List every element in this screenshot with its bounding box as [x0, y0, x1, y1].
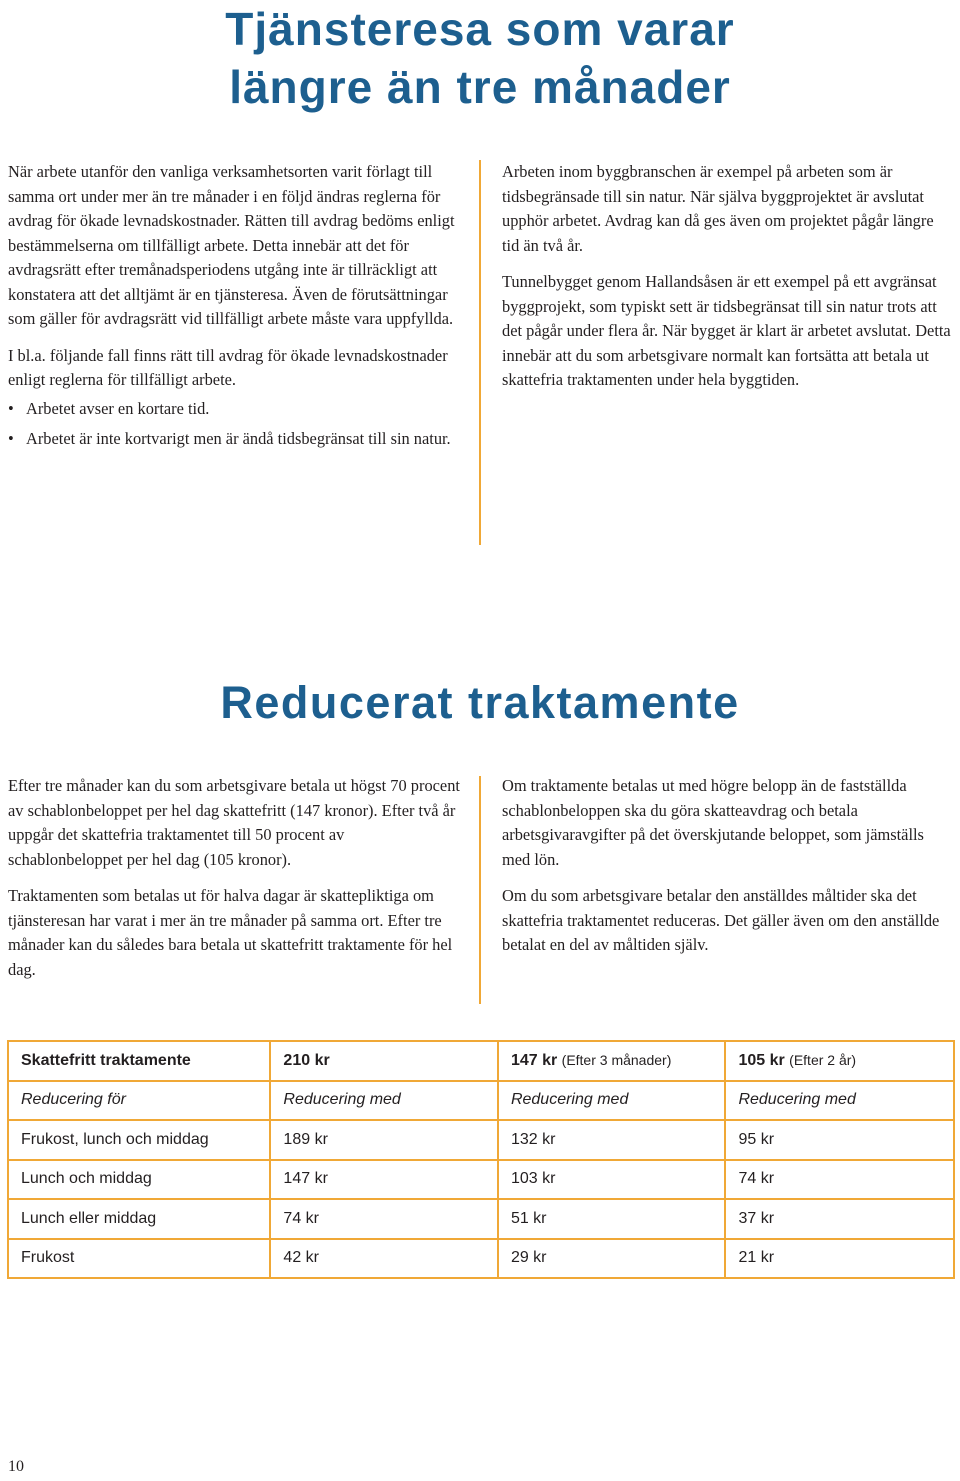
amount-note: (Efter 3 månader) [561, 1051, 672, 1068]
table-cell: Lunch och middag [8, 1160, 270, 1200]
amount-note: (Efter 2 år) [789, 1051, 857, 1068]
table-subheader-cell: Reducering med [725, 1081, 954, 1121]
list-item-text: Arbetet är inte kortvarigt men är ändå tidsbegränsat till sin natur. [26, 429, 451, 448]
paragraph: Tunnelbygget genom Hallandsåsen är ett exempel på ett avgränsat byggprojekt, som typiskt sett är tidsbegränsat till sin natur trots att det pågår under flera år. När bygget är klart är arbetet avslutat. Detta innebär att du som arbetsgivare normalt kan fortsätta att betala ut skattefria traktamenten under hela byggtiden. [502, 272, 951, 389]
table-cell: 95 kr [725, 1120, 954, 1160]
list-item [8, 397, 463, 422]
table-cell: 74 kr [725, 1160, 954, 1200]
table-cell: 42 kr [270, 1239, 498, 1279]
table-row [8, 1120, 954, 1160]
traktamente-table [7, 1040, 955, 1279]
table-cell: 51 kr [498, 1199, 726, 1239]
table-header-cell [498, 1041, 726, 1081]
table-cell: 103 kr [498, 1160, 726, 1200]
table-subheader-cell: Reducering för [8, 1081, 270, 1121]
section-title-tjansteresa [0, 0, 960, 116]
bullet-icon: • [8, 398, 14, 418]
paragraph: Efter tre månader kan du som arbetsgivare betala ut högst 70 procent av schablonbeloppet per hel dag skattefritt (147 kronor). Efter två år uppgår det skattefria traktamentet till 50 procent av schablonbeloppet per hel dag (105 kronor). [8, 776, 460, 869]
list-item-text: Arbetet avser en kortare tid. [26, 398, 210, 418]
column-divider [479, 776, 481, 1004]
table-subheader-cell: Reducering med [498, 1081, 726, 1121]
left-column-section2 [8, 774, 463, 994]
section-title-line1: Tjänsteresa som varar [225, 3, 735, 55]
table-cell: Frukost [8, 1239, 270, 1279]
table-cell: 29 kr [498, 1239, 726, 1279]
bullet-icon: • [8, 429, 14, 448]
section-title-line2: längre än tre månader [229, 61, 731, 113]
paragraph: Traktamenten som betalas ut för halva dagar är skattepliktiga om tjänsteresan har varat i mer än tre månader på samma ort. Efter tre månader kan du således bara betala ut skattefritt traktamente för hel dag. [8, 886, 453, 979]
table-header-row [8, 1041, 954, 1081]
left-column-section1 [8, 160, 463, 458]
right-column-section2 [502, 774, 954, 970]
column-divider [479, 160, 481, 545]
table-cell: 147 kr [270, 1160, 498, 1200]
table-header-cell: 210 kr [270, 1041, 498, 1081]
list-item [8, 427, 463, 452]
table-cell: 189 kr [270, 1120, 498, 1160]
table-row [8, 1239, 954, 1279]
amount-value: 105 kr [738, 1051, 785, 1069]
table-cell: 74 kr [270, 1199, 498, 1239]
table-cell: Lunch eller middag [8, 1199, 270, 1239]
table-cell: 21 kr [725, 1239, 954, 1279]
page-number: 10 [8, 1458, 24, 1475]
section-title-reducerat: Reducerat traktamente [220, 677, 740, 728]
table-cell: 37 kr [725, 1199, 954, 1239]
table-cell: Frukost, lunch och middag [8, 1120, 270, 1160]
table-row [8, 1199, 954, 1239]
paragraph: Arbeten inom byggbranschen är exempel på arbeten som är tidsbegränsade till sin natur. När själva byggprojektet är avslutat upphör arbetet. Avdrag kan då ges även om projektet pågår längre tid än två år. [502, 162, 934, 255]
table-header-cell: Skattefritt traktamente [8, 1041, 270, 1081]
bullet-list [8, 397, 463, 452]
table-subheader-row [8, 1081, 954, 1121]
paragraph: I bl.a. följande fall finns rätt till avdrag för ökade levnadskostnader enligt reglerna för tillfälligt arbete. [8, 345, 448, 389]
table-row [8, 1160, 954, 1200]
table-cell: 132 kr [498, 1120, 726, 1160]
paragraph: Om du som arbetsgivare betalar den anställdes måltider ska det skattefria traktamentet reduceras. Det gäller även om den anställde betalat en del av måltiden själv. [502, 886, 940, 954]
table-subheader-cell: Reducering med [270, 1081, 498, 1121]
table-header-cell [725, 1041, 954, 1081]
paragraph: När arbete utanför den vanliga verksamhetsorten varit förlagt till samma ort under mer än tre månader i en följd ändras reglerna för avdrag för ökade levnadskostnader. Rätten till avdrag bedöms enligt bestämmelserna om tillfälligt arbete. Detta innebär att det för avdragsrätt efter tremånadsperiodens utgång inte är tillräckligt att konstatera att det alltjämt är en tjänsteresa. Även de förutsättningar som gäller för avdragsrätt vid tillfälligt arbete måste vara uppfyllda. [8, 162, 455, 328]
paragraph: Om traktamente betalas ut med högre belopp än de fastställda schablonbeloppen ska du göra skatteavdrag och betala arbetsgivaravgifter på det överskjutande beloppet, som jämställs med lön. [502, 776, 924, 869]
right-column-section1 [502, 160, 954, 405]
amount-value: 147 kr [510, 1051, 558, 1069]
